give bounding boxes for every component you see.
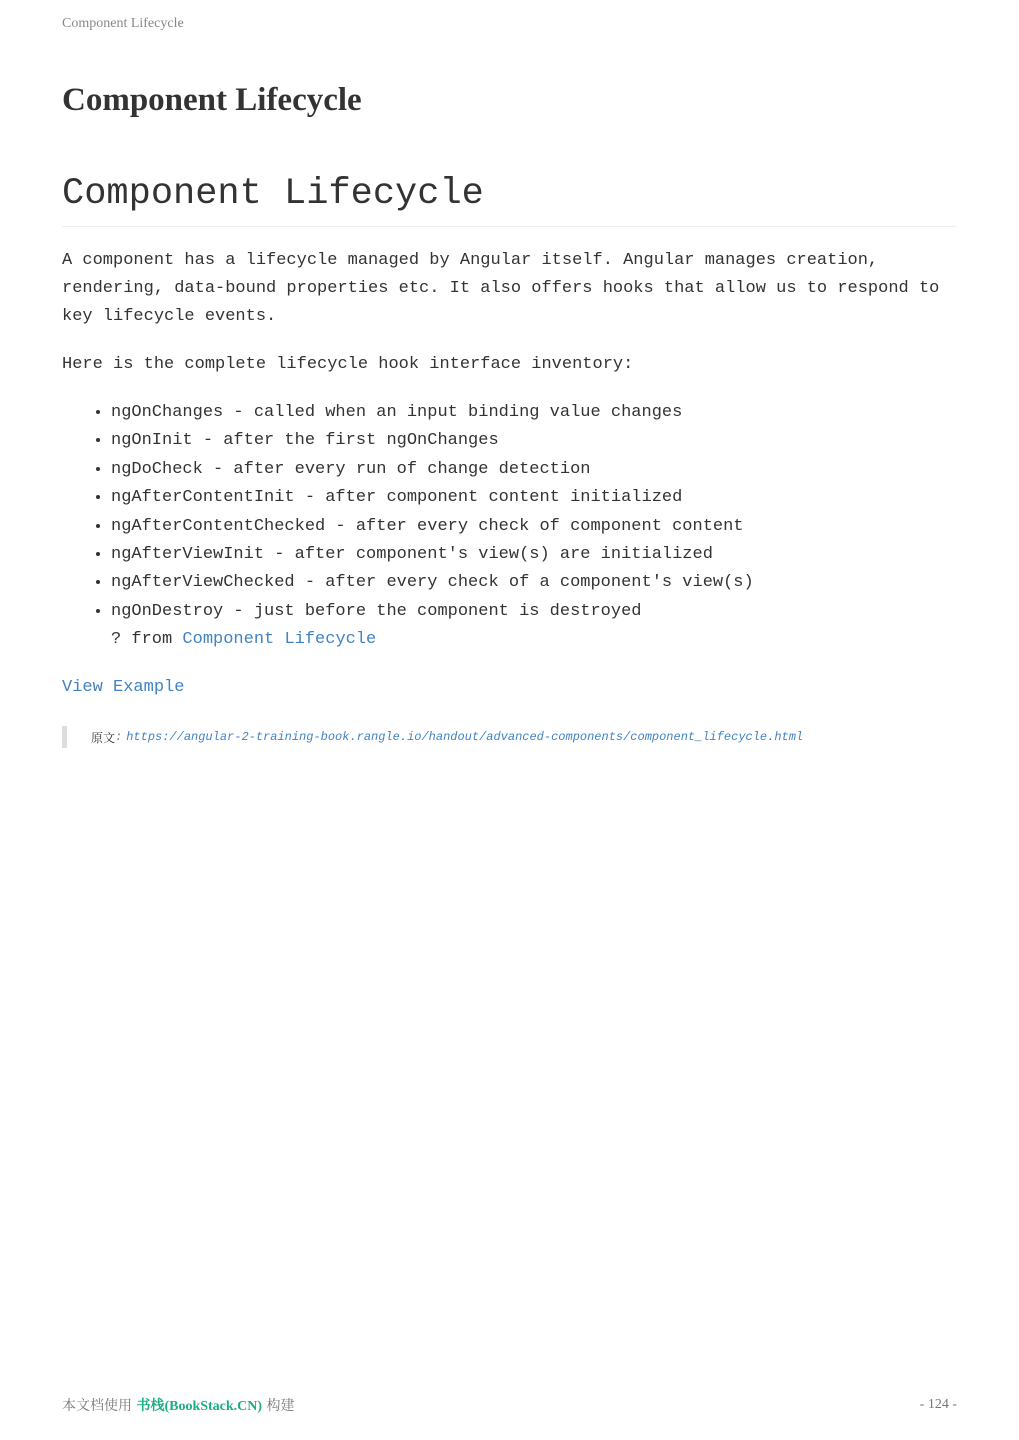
view-example-row bbox=[62, 674, 956, 702]
source-attribution bbox=[62, 626, 956, 654]
list-item: • ngAfterContentChecked - after every check of component content bbox=[111, 513, 956, 541]
list-item: • ngDoCheck - after every run of change detection bbox=[111, 456, 956, 484]
list-item: • ngOnInit - after the first ngOnChanges bbox=[111, 427, 956, 455]
source-colon: : bbox=[115, 730, 123, 745]
page-title: Component Lifecycle bbox=[62, 82, 362, 118]
running-header: Component Lifecycle bbox=[62, 16, 184, 31]
source-label: 原文 bbox=[91, 730, 116, 745]
inventory-paragraph: Here is the complete lifecycle hook interface inventory: bbox=[62, 355, 634, 374]
intro-paragraph: A component has a lifecycle managed by Angular itself. Angular manages creation, rendering, data-bound properties etc. It also offers hooks that allow us to respond to key lifecycle events. bbox=[62, 251, 940, 326]
list-item: • ngOnDestroy - just before the component is destroyed bbox=[111, 598, 956, 626]
footer-prefix: 本文档使用 bbox=[62, 1398, 137, 1414]
page-number: - 124 - bbox=[919, 1397, 957, 1412]
list-item: • ngAfterViewChecked - after every check of a component's view(s) bbox=[111, 569, 956, 597]
section-heading: Component Lifecycle bbox=[62, 170, 956, 227]
lifecycle-hook-list bbox=[62, 399, 956, 626]
list-item: • ngAfterContentInit - after component content initialized bbox=[111, 484, 956, 512]
source-blockquote bbox=[62, 726, 956, 748]
list-item: • ngAfterViewInit - after component's view(s) are initialized bbox=[111, 541, 956, 569]
from-prefix: ? from bbox=[111, 630, 183, 650]
bookstack-link[interactable]: 书栈(BookStack.CN) bbox=[136, 1399, 263, 1414]
component-lifecycle-link[interactable]: Component Lifecycle bbox=[182, 630, 377, 650]
footer-suffix: 构建 bbox=[262, 1398, 295, 1414]
document-content bbox=[62, 170, 956, 748]
list-item: • ngOnChanges - called when an input binding value changes bbox=[111, 399, 956, 427]
view-example-link[interactable]: View Example bbox=[62, 678, 185, 698]
source-url-link[interactable]: https://angular-2-training-book.rangle.io/handout/advanced-components/component_lifecycle.html bbox=[126, 730, 804, 745]
footer-built-with bbox=[62, 1395, 295, 1415]
